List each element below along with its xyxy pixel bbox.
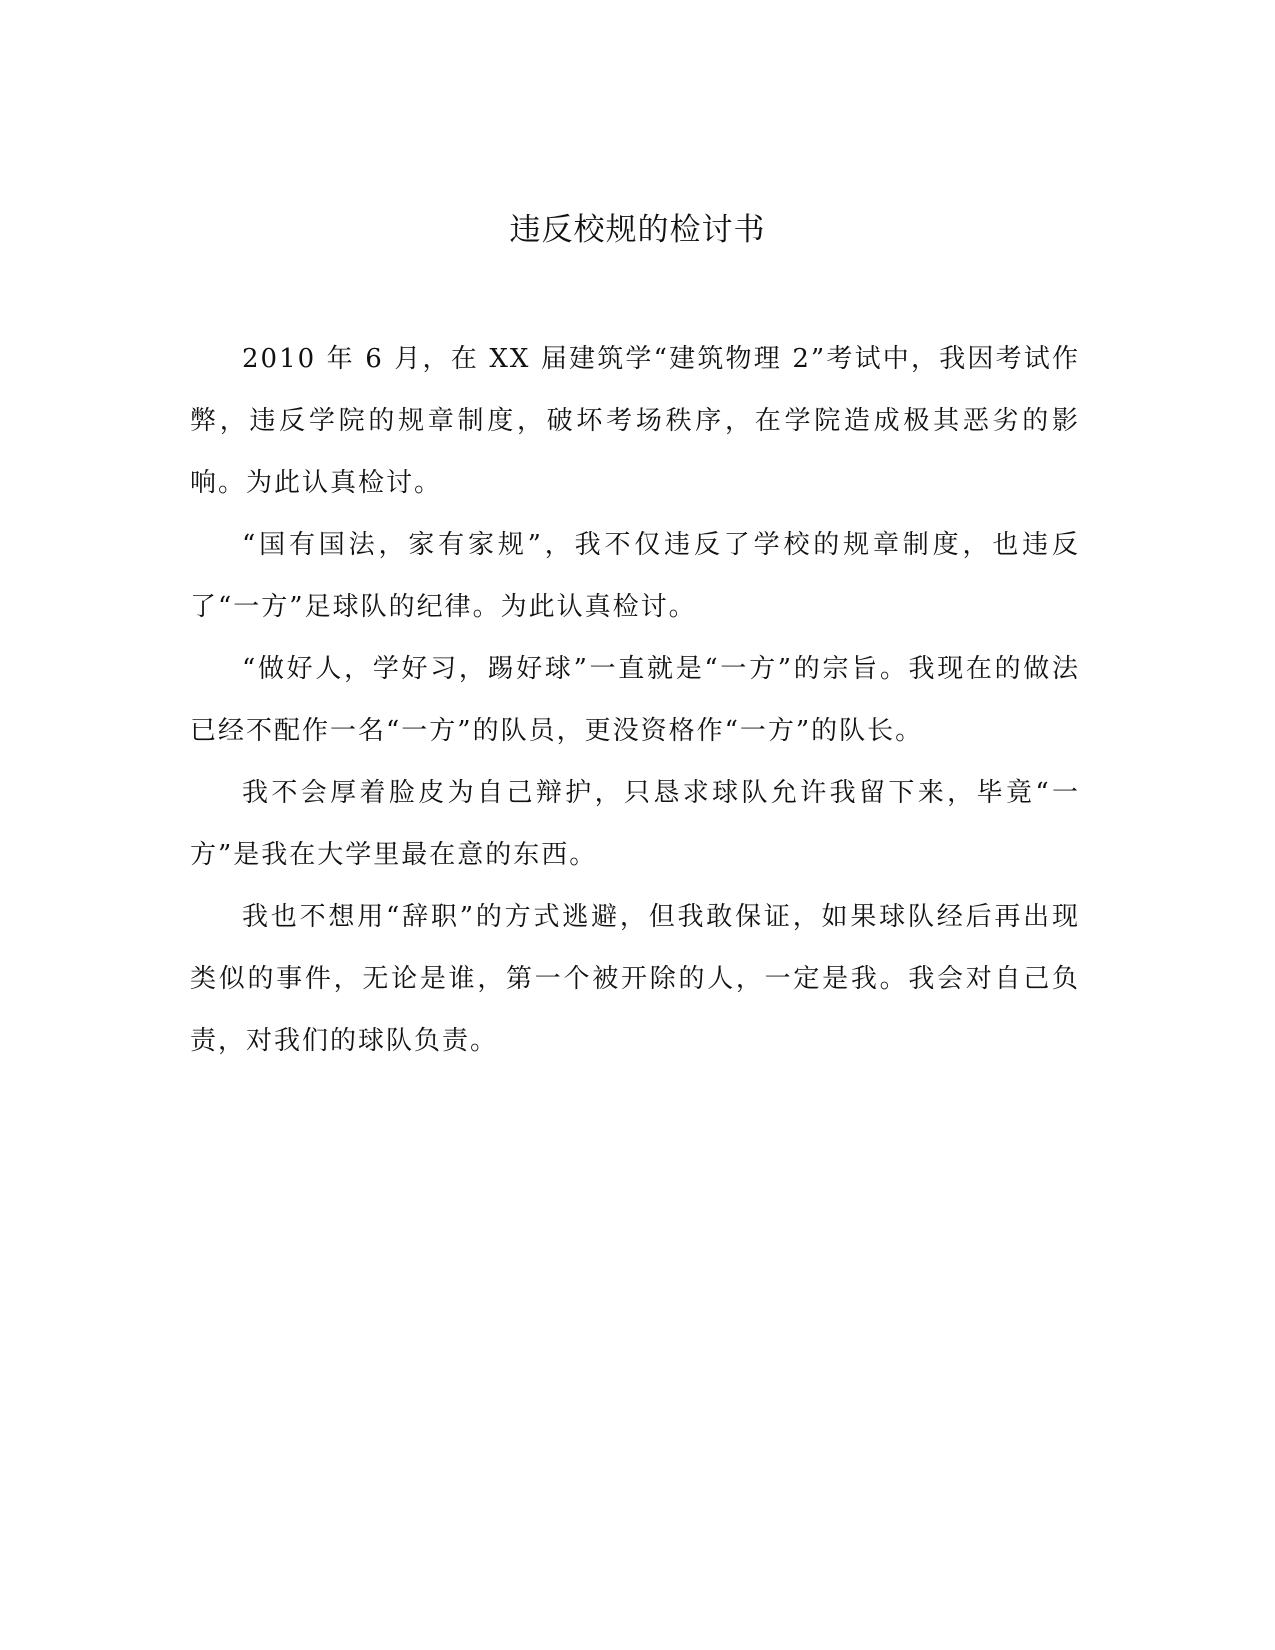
document-body <box>190 328 1080 1072</box>
paragraph-3: “做好人，学好习，踢好球”一直就是“一方”的宗旨。我现在的做法已经不配作一名“一方”的队员，更没资格作“一方”的队长。 <box>190 654 1080 746</box>
paragraph-1: 2010 年 6 月，在 XX 届建筑学“建筑物理 2”考试中，我因考试作弊，违反学院的规章制度，破坏考场秩序，在学院造成极其恶劣的影响。为此认真检讨。 <box>190 344 1080 498</box>
paragraph-4: 我不会厚着脸皮为自己辩护，只恳求球队允许我留下来，毕竟“一方”是我在大学里最在意的东西。 <box>190 778 1080 870</box>
document-title: 违反校规的检讨书 <box>509 212 766 248</box>
paragraph-5: 我也不想用“辞职”的方式逃避，但我敢保证，如果球队经后再出现类似的事件，无论是谁，第一个被开除的人，一定是我。我会对自己负责，对我们的球队负责。 <box>190 902 1080 1056</box>
paragraph-2: “国有国法，家有家规”，我不仅违反了学校的规章制度，也违反了“一方”足球队的纪律。为此认真检讨。 <box>190 530 1080 622</box>
